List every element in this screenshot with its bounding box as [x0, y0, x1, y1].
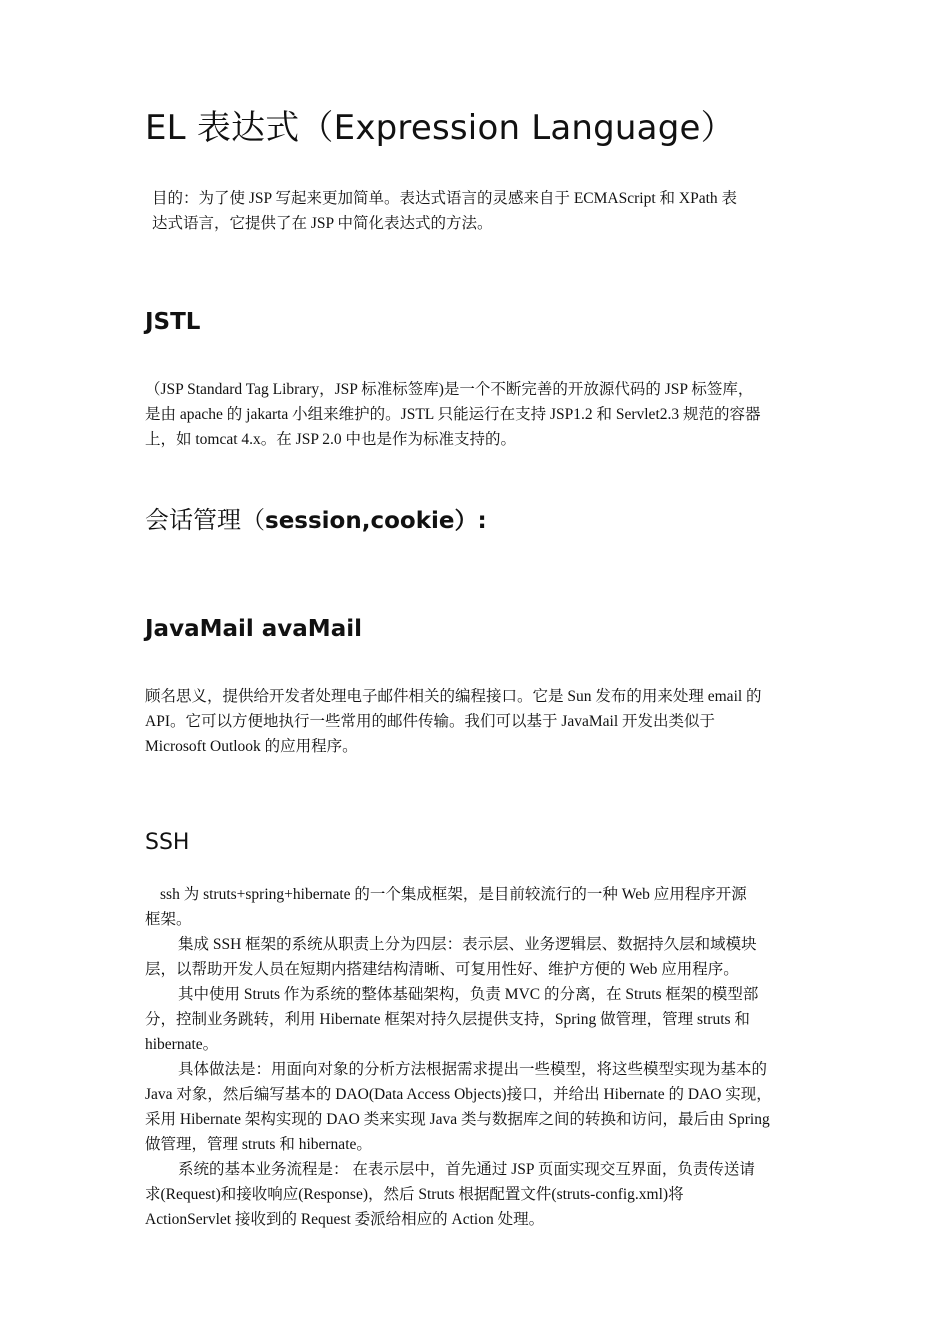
jstl-paragraph [145, 377, 810, 452]
el-paragraph [152, 186, 807, 236]
ssh-line-3: 集成 SSH 框架的系统从职责上分为四层：表示层、业务逻辑层、数据持久层和域模块 [178, 936, 757, 953]
el-line-2: 达式语言，它提供了在 JSP 中简化表达式的方法。 [152, 215, 493, 232]
session-heading-cn: 会话管理（ [145, 508, 265, 534]
session-heading-bold: session,cookie）: [265, 508, 487, 534]
ssh-line-6: 分，控制业务跳转，利用 Hibernate 框架对持久层提供支持，Spring 做管理，管理 struts 和 [145, 1011, 750, 1028]
javamail-line-3: Microsoft Outlook 的应用程序。 [145, 738, 358, 755]
ssh-line-12: 系统的基本业务流程是： 在表示层中，首先通过 JSP 页面实现交互界面，负责传送请 [178, 1161, 755, 1178]
ssh-line-14: ActionServlet 接收到的 Request 委派给相应的 Action 处理。 [145, 1211, 545, 1228]
ssh-line-8: 具体做法是：用面向对象的分析方法根据需求提出一些模型，将这些模型实现为基本的 [178, 1061, 768, 1078]
ssh-line-2: 框架。 [145, 911, 192, 928]
javamail-paragraph [145, 684, 810, 759]
ssh-line-10: 采用 Hibernate 架构实现的 DAO 类来实现 Java 类与数据库之间的转换和访问，最后由 Spring [145, 1111, 770, 1128]
ssh-line-9: Java 对象，然后编写基本的 DAO(Data Access Objects)接口，并给出 Hibernate 的 DAO 实现， [145, 1086, 772, 1103]
jstl-line-2: 是由 apache 的 jakarta 小组来维护的。JSTL 只能运行在支持 JSP1.2 和 Servlet2.3 规范的容器 [145, 406, 761, 423]
javamail-line-1: 顾名思义，提供给开发者处理电子邮件相关的编程接口。它是 Sun 发布的用来处理 email 的 [145, 688, 762, 705]
ssh-line-4: 层，以帮助开发人员在短期内搭建结构清晰、可复用性好、维护方便的 Web 应用程序。 [145, 961, 739, 978]
jstl-heading: JSTL [145, 309, 201, 335]
jstl-line-1: （JSP Standard Tag Library，JSP 标准标签库)是一个不断完善的开放源代码的 JSP 标签库， [145, 381, 754, 398]
ssh-line-5: 其中使用 Struts 作为系统的整体基础架构，负责 MVC 的分离，在 Struts 框架的模型部 [178, 986, 759, 1003]
jstl-line-3: 上，如 tomcat 4.x。在 JSP 2.0 中也是作为标准支持的。 [145, 431, 517, 448]
ssh-paragraph [145, 882, 810, 1232]
el-line-1: 目的：为了使 JSP 写起来更加简单。表达式语言的灵感来自于 ECMAScript 和 XPath 表 [152, 190, 738, 207]
ssh-line-11: 做管理，管理 struts 和 hibernate。 [145, 1136, 372, 1153]
session-heading [145, 500, 487, 535]
ssh-heading: SSH [145, 830, 190, 855]
javamail-line-2: API。它可以方便地执行一些常用的邮件传输。我们可以基于 JavaMail 开发出类似于 [145, 713, 716, 730]
ssh-line-7: hibernate。 [145, 1036, 219, 1053]
ssh-line-1: ssh 为 struts+spring+hibernate 的一个集成框架，是目前较流行的一种 Web 应用程序开源 [160, 886, 747, 903]
page-title: EL 表达式（Expression Language） [145, 108, 735, 148]
javamail-heading: JavaMail avaMail [145, 616, 362, 642]
ssh-line-13: 求(Request)和接收响应(Response)，然后 Struts 根据配置文件(struts-config.xml)将 [145, 1186, 684, 1203]
